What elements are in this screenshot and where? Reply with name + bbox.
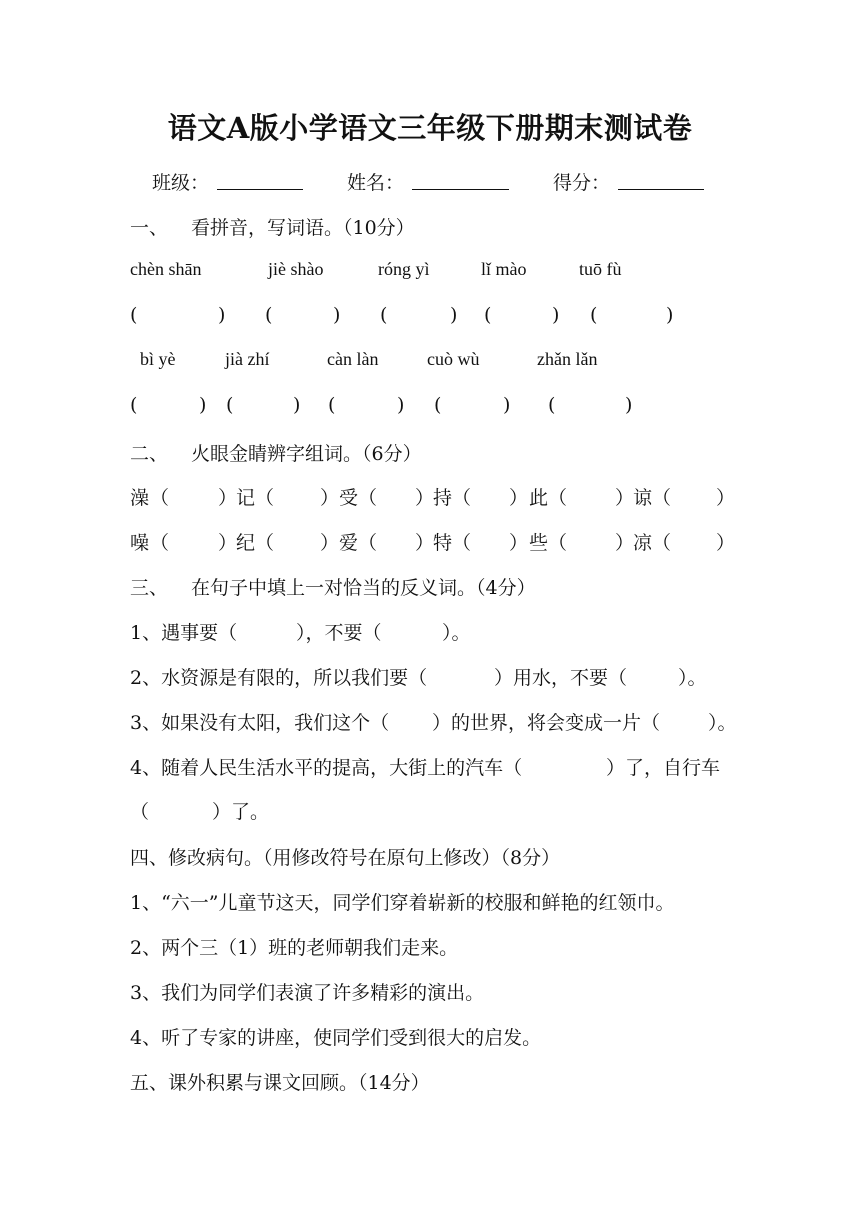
question-text: ）。 [708,712,737,734]
sentence-item: 4、听了专家的讲座，使同学们受到很大的启发。 [130,1027,542,1049]
answer-paren-open: ( [130,304,138,326]
char-item: 记 [236,487,256,509]
answer-paren-close: ) [625,394,633,416]
sentence-item: 2、两个三（1）班的老师朝我们走来。 [130,937,459,959]
answer-paren-open: ( [130,394,138,416]
answer-paren-open: （ [358,487,378,509]
answer-paren-close: ) [397,394,405,416]
answer-paren-close: ) [450,304,458,326]
answer-paren-open: ( [226,394,234,416]
class-blank[interactable] [217,189,303,190]
question-text: 3、如果没有太阳，我们这个（ [130,712,390,734]
answer-paren-close: ） [615,532,635,554]
answer-paren-open: （ [452,487,472,509]
question-text: ）。 [678,667,707,689]
answer-paren-close: ） [415,487,435,509]
name-blank[interactable] [412,189,509,190]
answer-paren-close: ） [320,487,340,509]
pinyin-item: bì yè [140,349,176,369]
question-text: ）。 [442,622,471,644]
answer-paren-open: ( [380,304,388,326]
answer-paren-close: ） [615,487,635,509]
score-blank[interactable] [618,189,704,190]
answer-paren-close: ) [666,304,674,326]
answer-paren-close: ) [333,304,341,326]
answer-paren-open: ( [434,394,442,416]
char-item: 些 [529,532,549,554]
pinyin-item: tuō fù [579,259,622,279]
char-item: 受 [339,487,359,509]
answer-paren-close: ) [199,394,207,416]
answer-paren-close: ) [218,304,226,326]
answer-paren-close: ） [218,487,238,509]
answer-paren-open: （ [255,487,275,509]
sentence-item: 1、“六一”儿童节这天，同学们穿着崭新的校服和鲜艳的红领巾。 [130,892,675,914]
answer-paren-open: （ [652,487,672,509]
char-item: 此 [529,487,549,509]
question-text: 1、遇事要（ [130,622,238,644]
answer-paren-open: （ [358,532,378,554]
answer-paren-open: ( [265,304,273,326]
answer-paren-open: ( [590,304,598,326]
answer-paren-open: ( [484,304,492,326]
name-label: 姓名： [347,172,405,194]
char-item: 纪 [236,532,256,554]
section1-heading: 看拼音，写词语。（10分） [191,217,415,239]
score-label: 得分： [553,172,611,194]
pinyin-item: chèn shān [130,259,202,279]
pinyin-item: róng yì [378,259,430,279]
question-text: ），不要（ [296,622,382,644]
answer-paren-close: ） [716,532,736,554]
pinyin-item: cuò wù [427,349,480,369]
question-text: 4、随着人民生活水平的提高，大街上的汽车（ [130,757,523,779]
answer-paren-close: ） [509,487,529,509]
char-item: 澡 [130,487,150,509]
answer-paren-close: ) [552,304,560,326]
answer-paren-close: ） [320,532,340,554]
question-text: ）用水，不要（ [494,667,628,689]
answer-paren-open: （ [150,532,170,554]
char-item: 凉 [633,532,653,554]
section2-number: 二、 [130,443,169,465]
section5-heading: 五、课外积累与课文回顾。（14分） [130,1072,430,1094]
section1-number: 一、 [130,217,169,239]
answer-paren-open: ( [548,394,556,416]
section3-heading: 在句子中填上一对恰当的反义词。（4分） [191,577,536,599]
char-item: 爱 [339,532,359,554]
answer-paren-close: ) [293,394,301,416]
pinyin-item: jiè shào [268,259,324,279]
page-title: 语文A版小学语文三年级下册期末测试卷 [167,111,693,145]
answer-paren-close: ） [509,532,529,554]
question-text: ）了。 [212,801,270,823]
answer-paren-close: ） [218,532,238,554]
answer-paren-open: （ [652,532,672,554]
question-text: 2、水资源是有限的，所以我们要（ [130,667,428,689]
sentence-item: 3、我们为同学们表演了许多精彩的演出。 [130,982,485,1004]
pinyin-item: lǐ mào [481,259,527,279]
answer-paren-close: ） [716,487,736,509]
question-text: ）了，自行车 [606,757,721,779]
answer-paren-open: （ [150,487,170,509]
char-item: 噪 [130,532,150,554]
char-item: 特 [433,532,453,554]
pinyin-item: zhǎn lǎn [537,349,598,369]
class-label: 班级： [152,172,210,194]
answer-paren-open: ( [328,394,336,416]
section4-heading: 四、修改病句。（用修改符号在原句上修改）（8分） [130,847,561,869]
section2-heading: 火眼金睛辨字组词。（6分） [191,443,422,465]
section3-number: 三、 [130,577,169,599]
answer-paren-close: ) [503,394,511,416]
answer-paren-open: （ [255,532,275,554]
answer-paren-open: （ [548,532,568,554]
question-text: ）的世界，将会变成一片（ [432,712,661,734]
char-item: 持 [433,487,453,509]
pinyin-item: càn làn [327,349,379,369]
answer-paren-open: （ [452,532,472,554]
question-text: （ [130,801,150,823]
answer-paren-open: （ [548,487,568,509]
answer-paren-close: ） [415,532,435,554]
char-item: 谅 [633,487,653,509]
pinyin-item: jià zhí [225,349,270,369]
